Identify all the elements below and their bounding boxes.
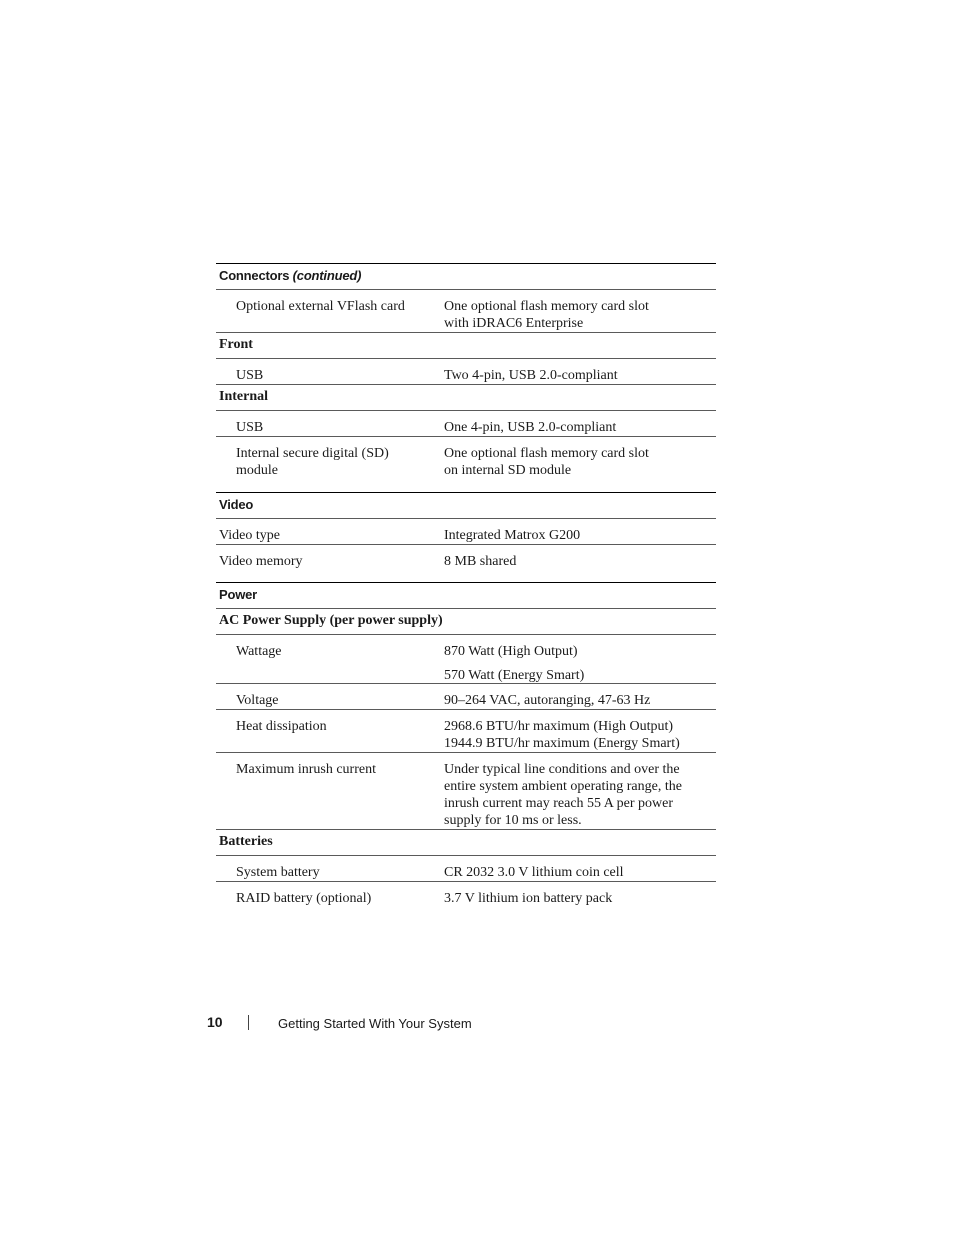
row-value: Integrated Matrox G200 [444, 528, 581, 543]
table-row [216, 289, 716, 332]
table-row [216, 518, 716, 544]
row-value: Under typical line conditions and over the entire system ambient operating range, the inrush current may reach 55 A per power supply for 10 ms or less. [444, 762, 682, 828]
row-label: Heat dissipation [236, 719, 327, 734]
row-label: Video type [219, 528, 280, 543]
footer-doc-title: Getting Started With Your System [278, 1016, 472, 1031]
section-header-video [216, 492, 716, 518]
row-label: USB [236, 420, 264, 435]
section-header-power [216, 582, 716, 608]
page-number: 10 [207, 1014, 223, 1030]
row-label: Wattage [236, 644, 282, 659]
row-label: System battery [236, 865, 320, 880]
row-value: 90–264 VAC, autoranging, 47-63 Hz [444, 693, 651, 708]
row-label: USB [236, 368, 264, 383]
table-row [216, 855, 716, 881]
table-row [216, 436, 716, 492]
footer-separator [248, 1015, 249, 1030]
row-value: 3.7 V lithium ion battery pack [444, 891, 613, 906]
subheading-internal: Internal [216, 384, 716, 410]
table-row [216, 709, 716, 752]
row-value: 870 Watt (High Output) 570 Watt (Energy Smart) [444, 644, 585, 683]
subheading-front: Front [216, 332, 716, 358]
section-title: Power [219, 587, 258, 602]
subheading-ac-power: AC Power Supply (per power supply) [216, 608, 716, 634]
row-value: One optional flash memory card slot on internal SD module [444, 446, 649, 478]
row-label: Voltage [236, 693, 279, 708]
table-row [216, 410, 716, 436]
continued-label: (continued) [292, 268, 362, 283]
table-row [216, 752, 716, 829]
row-value: 8 MB shared [444, 554, 517, 569]
section-header-connectors [216, 263, 716, 289]
table-row [216, 358, 716, 384]
subheading-batteries: Batteries [216, 829, 716, 855]
row-value: One optional flash memory card slot with iDRAC6 Enterprise [444, 299, 649, 331]
table-row [216, 634, 716, 683]
section-title: Video [219, 497, 254, 512]
row-value: One 4-pin, USB 2.0-compliant [444, 420, 617, 435]
row-label: RAID battery (optional) [236, 891, 372, 906]
row-label: Maximum inrush current [236, 762, 376, 777]
table-row [216, 544, 716, 582]
row-value: 2968.6 BTU/hr maximum (High Output) 1944.9 BTU/hr maximum (Energy Smart) [444, 719, 680, 751]
table-row [216, 881, 716, 907]
table-row [216, 683, 716, 709]
row-label: Video memory [219, 554, 303, 569]
row-value: CR 2032 3.0 V lithium coin cell [444, 865, 624, 880]
section-title: Connectors [219, 268, 290, 283]
spec-table [216, 263, 716, 907]
row-value: Two 4-pin, USB 2.0-compliant [444, 368, 618, 383]
row-label: Optional external VFlash card [236, 299, 405, 314]
row-label: Internal secure digital (SD) module [236, 446, 389, 478]
